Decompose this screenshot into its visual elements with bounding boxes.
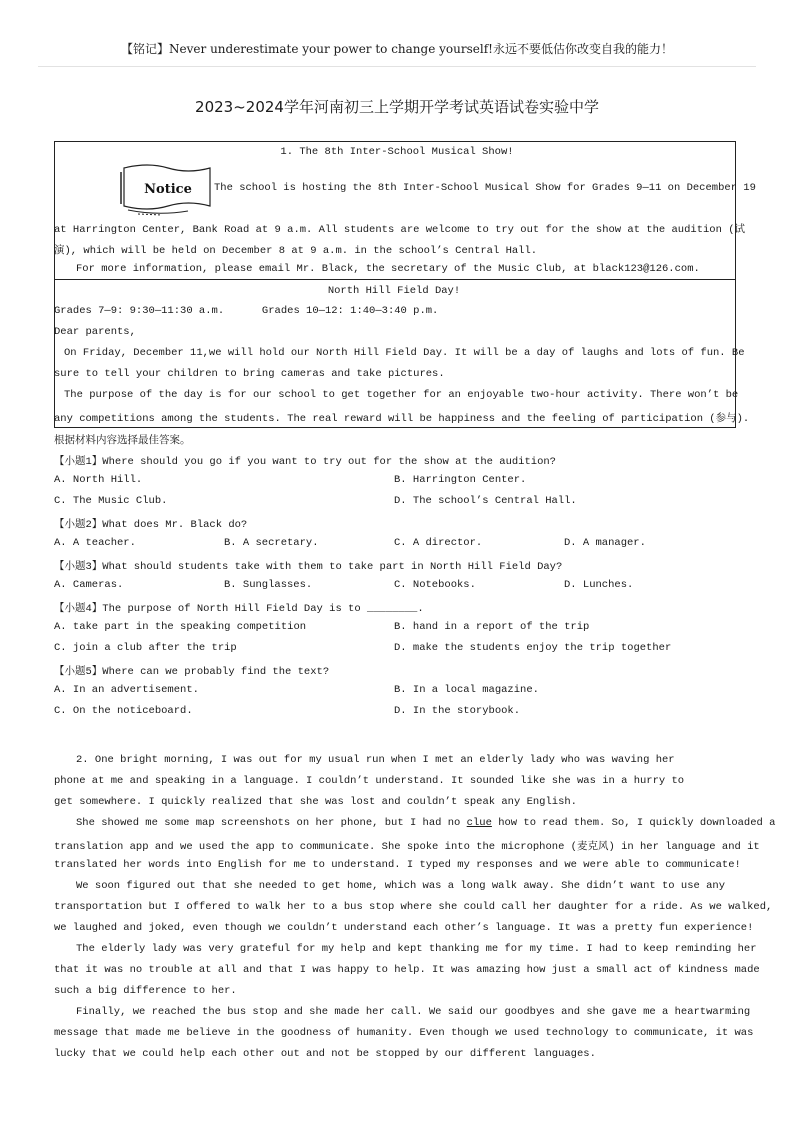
passage2-line: such a big difference to her. [54, 985, 237, 997]
question-stem: 【小题4】The purpose of North Hill Field Day is to ________. [54, 603, 424, 615]
passage2-line: lucky that we could help each other out and not be stopped by our different languages. [54, 1048, 596, 1060]
option-c[interactable]: C. A director. [394, 537, 483, 549]
option-a[interactable]: A. Cameras. [54, 579, 124, 591]
option-b[interactable]: B. hand in a report of the trip [394, 621, 590, 633]
passage2-line: transportation but I offered to walk her to a bus stop where she could call her daughter for a ride. As we walked, [54, 901, 773, 913]
header-divider [38, 66, 756, 67]
field-day-grades: Grades 7—9: 9:30—11:30 a.m. Grades 10—12: 1:40—3:40 p.m. [54, 305, 439, 317]
passage2-line: we laughed and joked, even though we couldn’t understand each other’s language. It was a pretty fun experience! [54, 922, 754, 934]
option-d[interactable]: D. In the storybook. [394, 705, 521, 717]
passage2-line: phone at me and speaking in a language. I couldn’t understand. It sounded like she was in a hurry to [54, 775, 685, 787]
passage2-line: We soon figured out that she needed to get home, which was a long walk away. She didn’t want to use any [76, 880, 726, 892]
passage2-line: 2. One bright morning, I was out for my usual run when I met an elderly lady who was waving her [76, 754, 675, 766]
notice-logo-text: Notice [144, 182, 192, 197]
option-d[interactable]: D. The school’s Central Hall. [394, 495, 577, 507]
field-day-line: sure to tell your children to bring cameras and take pictures. [54, 368, 445, 380]
option-b[interactable]: B. In a local magazine. [394, 684, 539, 696]
passage1-heading: 1. The 8th Inter-School Musical Show! [280, 146, 514, 158]
field-day-line: Dear parents, [54, 326, 136, 338]
page-motto: 【铭记】Never underestimate your power to change yourself!永远不要低估你改变自我的能力！ [121, 42, 673, 56]
option-c[interactable]: C. join a club after the trip [54, 642, 237, 654]
option-a[interactable]: A. A teacher. [54, 537, 136, 549]
passage2-line: The elderly lady was very grateful for my help and kept thanking me for my time. I had to keep reminding her [76, 943, 757, 955]
notice-line: 演), which will be held on December 8 at 9 a.m. in the school’s Central Hall. [54, 245, 538, 257]
option-c[interactable]: C. Notebooks. [394, 579, 476, 591]
option-b[interactable]: B. Sunglasses. [224, 579, 313, 591]
underlined-word: clue [466, 817, 492, 829]
passage2-text: how to read them. So, I quickly downloaded a [491, 817, 776, 829]
option-a[interactable]: A. North Hill. [54, 474, 143, 486]
option-c[interactable]: C. The Music Club. [54, 495, 168, 507]
option-d[interactable]: D. Lunches. [564, 579, 634, 591]
field-day-line: The purpose of the day is for our school to get together for an enjoyable two-hour activity. There won’t be [64, 389, 739, 401]
notice-line: The school is hosting the 8th Inter-School Musical Show for Grades 9—11 on December 19 [214, 182, 756, 194]
field-day-line: any competitions among the students. The real reward will be happiness and the feeling of participation (参与). [54, 413, 750, 425]
passage2-line: Finally, we reached the bus stop and she made her call. We said our goodbyes and she gave me a heartwarming [76, 1006, 751, 1018]
passage2-line: message that made me believe in the goodness of humanity. Even though we used technology to communicate, it was [54, 1027, 754, 1039]
passage2-line [76, 817, 775, 829]
passage2-line: translation app and we used the app to communicate. She spoke into the microphone (麦克风) in her language and it [54, 841, 760, 853]
question-stem: 【小题2】What does Mr. Black do? [54, 519, 248, 531]
page-title: 2023~2024学年河南初三上学期开学考试英语试卷实验中学 [195, 98, 599, 116]
question-stem: 【小题1】Where should you go if you want to try out for the show at the audition? [54, 456, 556, 468]
field-day-title: North Hill Field Day! [327, 285, 461, 297]
question-stem: 【小题3】What should students take with them to take part in North Hill Field Day? [54, 561, 563, 573]
passage2-text: She showed me some map screenshots on her phone, but I had no [76, 817, 467, 829]
notice-line: For more information, please email Mr. Black, the secretary of the Music Club, at black123@126.com. [76, 263, 700, 275]
field-day-line: On Friday, December 11,we will hold our North Hill Field Day. It will be a day of laughs and lots of fun. Be [64, 347, 745, 359]
question-stem: 【小题5】Where can we probably find the text? [54, 666, 330, 678]
instruction: 根据材料内容选择最佳答案。 [54, 435, 191, 447]
passage2-line: that it was no trouble at all and that I was happy to help. It was amazing how just a small act of kindness made [54, 964, 760, 976]
notice-line: at Harrington Center, Bank Road at 9 a.m. All students are welcome to try out for the show at the audition (试 [54, 224, 746, 236]
passage2-line: get somewhere. I quickly realized that she was lost and couldn’t speak any English. [54, 796, 577, 808]
notice-banner-icon [118, 162, 214, 216]
passage2-line: translated her words into English for me to understand. I typed my responses and we were able to communicate! [54, 859, 741, 871]
option-c[interactable]: C. On the noticeboard. [54, 705, 193, 717]
option-d[interactable]: D. A manager. [564, 537, 646, 549]
option-a[interactable]: A. take part in the speaking competition [54, 621, 307, 633]
option-d[interactable]: D. make the students enjoy the trip together [394, 642, 672, 654]
option-a[interactable]: A. In an advertisement. [54, 684, 199, 696]
option-b[interactable]: B. Harrington Center. [394, 474, 527, 486]
option-b[interactable]: B. A secretary. [224, 537, 319, 549]
